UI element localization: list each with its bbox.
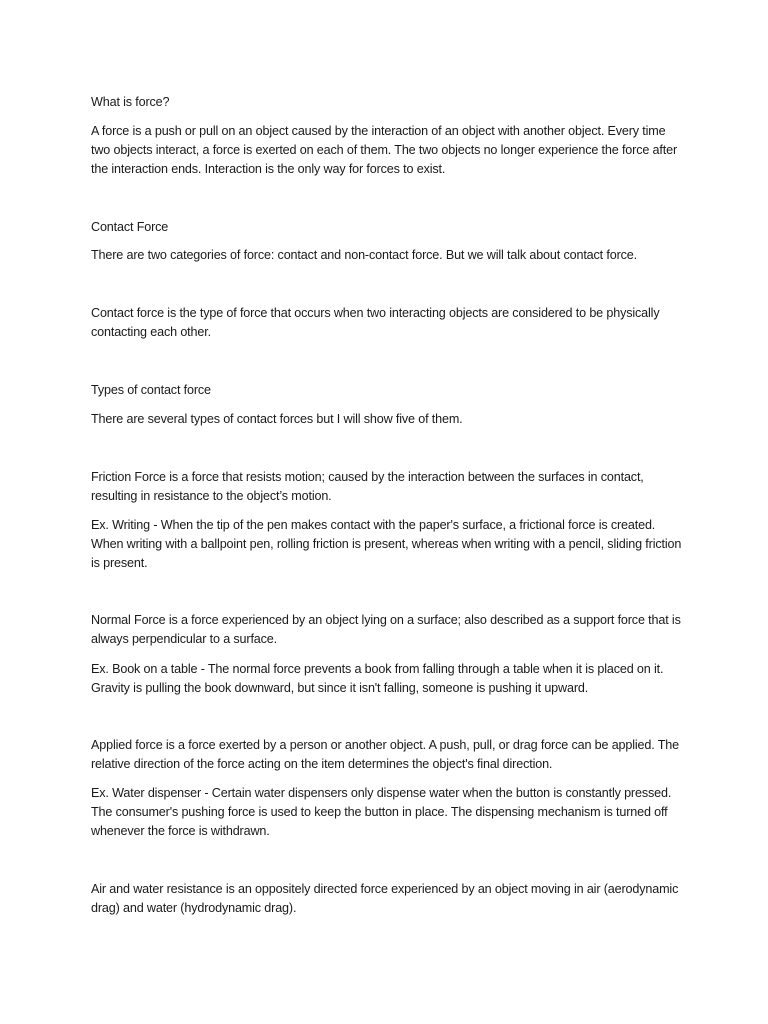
paragraph-types-intro: There are several types of contact forces but I will show five of them.	[91, 412, 463, 426]
paragraph-friction-force: Friction Force is a force that resists motion; caused by the interaction between the surfaces in contact, resulting in resistance to the object’s motion.	[91, 470, 644, 503]
paragraph-normal-force: Normal Force is a force experienced by an object lying on a surface; also described as a support force that is always perpendicular to a surface.	[91, 613, 681, 646]
paragraph-air-water-resistance: Air and water resistance is an oppositely directed force experienced by an object moving in air (aerodynamic drag) and water (hydrodynamic drag).	[91, 882, 679, 915]
paragraph-force-definition: A force is a push or pull on an object caused by the interaction of an object with another object. Every time two objects interact, a force is exerted on each of them. The two objects no longer experience the force after the interaction ends. Interaction is the only way for forces to exist.	[91, 124, 678, 176]
paragraph-friction-example: Ex. Writing - When the tip of the pen makes contact with the paper's surface, a frictional force is created. When writing with a ballpoint pen, rolling friction is present, whereas when writing with a pencil, sliding friction is present.	[91, 518, 682, 570]
heading-what-is-force: What is force?	[91, 95, 170, 109]
paragraph-categories: There are two categories of force: contact and non-contact force. But we will talk about contact force.	[91, 248, 637, 262]
heading-types-of-contact-force: Types of contact force	[91, 383, 211, 397]
paragraph-applied-example: Ex. Water dispenser - Certain water dispensers only dispense water when the button is constantly pressed. The consumer's pushing force is used to keep the button in place. The dispensing mechanism is turned off whenever the force is withdrawn.	[91, 786, 672, 838]
paragraph-applied-force: Applied force is a force exerted by a person or another object. A push, pull, or drag force can be applied. The relative direction of the force acting on the item determines the object's final direction.	[91, 738, 679, 771]
heading-contact-force: Contact Force	[91, 220, 169, 234]
paragraph-contact-definition: Contact force is the type of force that occurs when two interacting objects are considered to be physically contacting each other.	[91, 306, 660, 339]
paragraph-normal-example: Ex. Book on a table - The normal force prevents a book from falling through a table when it is placed on it. Gravity is pulling the book downward, but since it isn't falling, someone is pushing it upward.	[91, 662, 664, 695]
